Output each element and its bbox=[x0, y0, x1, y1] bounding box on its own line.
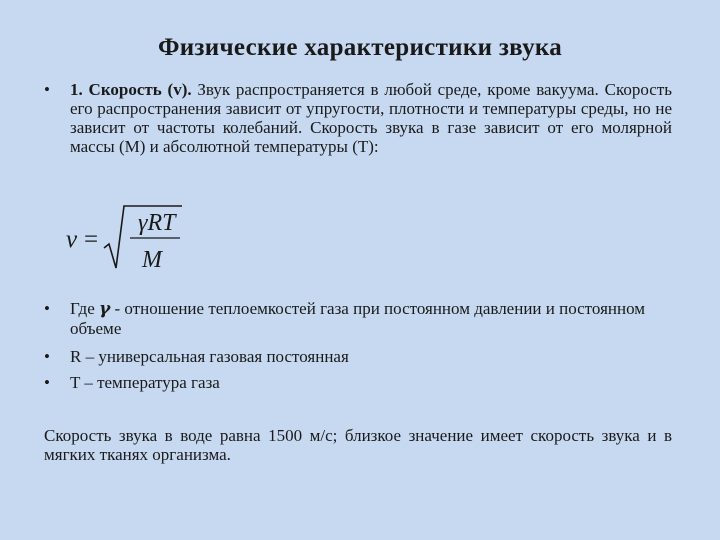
formula-numerator: γRT bbox=[138, 210, 176, 236]
bullet-gamma bbox=[44, 299, 672, 338]
bullet-text: T – температура газа bbox=[70, 373, 220, 392]
formula-lhs: v bbox=[66, 226, 78, 253]
bullet-marker: • bbox=[44, 299, 50, 318]
bullet-prefix: Где bbox=[70, 299, 99, 318]
bullet-marker: • bbox=[44, 373, 50, 392]
gamma-symbol: γ bbox=[99, 299, 111, 319]
bullet-text bbox=[70, 299, 672, 338]
bullet-body: - отношение теплоемкостей газа при постоянном давлении и постоянном объеме bbox=[70, 299, 646, 338]
bullet-speed bbox=[44, 80, 672, 156]
formula-denominator: M bbox=[142, 247, 162, 273]
closing-paragraph: Скорость звука в воде равна 1500 м/с; близкое значение имеет скорость звука и в мягких тканях организма. bbox=[44, 426, 672, 464]
bullet-temperature bbox=[44, 373, 672, 392]
bullet-text: R – универсальная газовая постоянная bbox=[70, 347, 349, 366]
bullet-bold-lead: 1. Скорость (v). bbox=[70, 80, 192, 99]
speed-formula bbox=[64, 204, 204, 276]
formula-equals: = bbox=[84, 226, 99, 253]
slide-title: Физические характеристики звука bbox=[157, 34, 563, 61]
bullet-marker: • bbox=[44, 80, 50, 99]
bullet-marker: • bbox=[44, 347, 50, 366]
bullet-gas-constant bbox=[44, 347, 672, 366]
bullet-body: Звук распространяется в любой среде, кроме вакуума. Скорость его распространения зависит от упругости, плотности и температуры среды, но не зависит от частоты колебаний. Скорость звука в газе зависит от его молярной массы (М) и абсолютной температуры (Т): bbox=[70, 80, 672, 156]
bullet-text bbox=[70, 80, 672, 156]
